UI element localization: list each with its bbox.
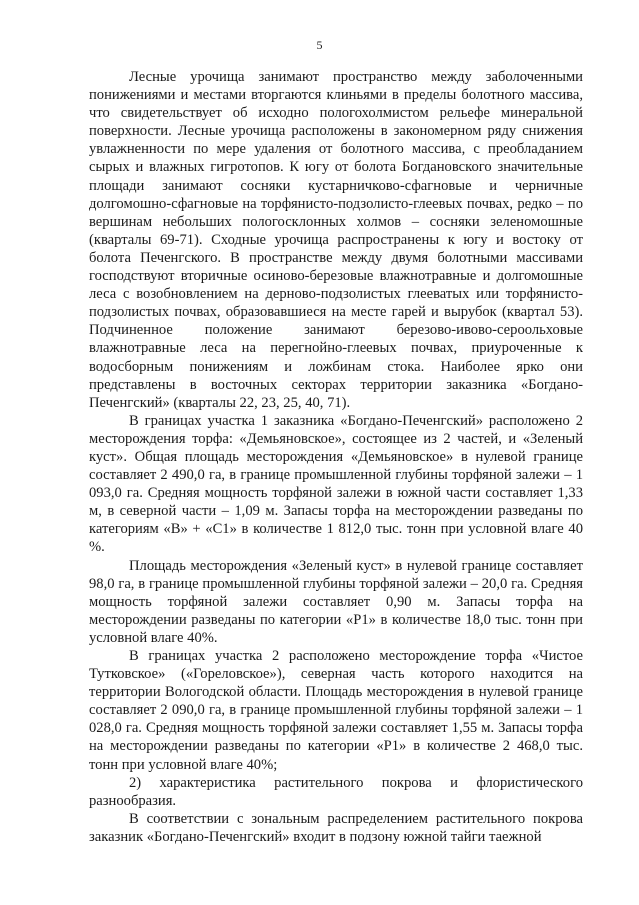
paragraph-forest-tracts: Лесные урочища занимают пространство между заболоченными понижениями и местами вторгаются клиньями в пределы болотного массива, что свидетельствует об исходно пологохолмистом рельефе минеральной поверхности. Лесные урочища расположены в закономерном ряду снижения увлажненности по мере удаления от болотного массива, с преобладанием сырых и влажных гигротопов. К югу от болота Богдановского значительные площади занимают сосняки кустарничково-сфагновые и черничные долгомошно-сфагновые на торфянисто-подзолисто-глеевых почвах, редко – по вершинам небольших пологосклонных холмов – сосняки зеленомошные (кварталы 69-71). Сходные урочища распространены к югу и востоку от болота Печенгского. В пространстве между двумя болотными массивами господствуют вторичные осиново-березовые влажнотравные и долгомошные леса с возобновлением на дерново-подзолистых глееватых или торфянисто-подзолистых почвах, образовавшиеся на месте гарей и вырубок (квартал 53). Подчиненное положение занимают березово-ивово-сероольховые влажнотравные леса на перегнойно-глеевых почвах, приуроченные к водосборным понижениям и ложбинам стока. Наиболее ярко они представлены в восточных секторах территории заказника «Богдано-Печенгский» (кварталы 22, 23, 25, 40, 71). — [89, 69, 583, 411]
paragraph-site-2-peat-deposit: В границах участка 2 расположено месторождение торфа «Чистое Тутковское» («Гореловское»), северная часть которого находится на территории Вологодской области. Площадь месторождения в нулевой границе составляет 2 090,0 га, в границе промышленной глубины торфяной залежи – 1 028,0 га. Средняя мощность торфяной залежи составляет 1,55 м. Запасы торфа на месторождении разведаны по категории «Р1» в количестве 2 468,0 тыс. тонн при условной влаге 40%; — [89, 648, 583, 773]
paragraph-zonal-distribution: В соответствии с зональным распределением растительного покрова заказник «Богдано-Печенгский» входит в подзону южной тайги таежной — [89, 810, 583, 845]
page-number: 5 — [316, 38, 323, 52]
paragraph-vegetation-heading: 2) характеристика растительного покрова и флористического разнообразия. — [89, 774, 583, 809]
document-body — [89, 68, 583, 846]
paragraph-site-1-peat-deposits: В границах участка 1 заказника «Богдано-Печенгский» расположено 2 месторождения торфа: «Демьяновское», состоящее из 2 частей, и «Зеленый куст». Общая площадь месторождения «Демьяновское» в нулевой границе составляет 2 490,0 га, в границе промышленной глубины торфяной залежи – 1 093,0 га. Средняя мощность торфяной залежи в южной части составляет 1,33 м, в северной части – 1,09 м. Запасы торфа на месторождении разведаны по категориям «В» + «С1» в количестве 1 812,0 тыс. тонн при условной влаге 40 %. — [89, 412, 583, 556]
paragraph-zeleny-kust-deposit: Площадь месторождения «Зеленый куст» в нулевой границе составляет 98,0 га, в границе промышленной глубины торфяной залежи – 20,0 га. Средняя мощность торфяной залежи составляет 0,90 м. Запасы торфа на месторождении разведаны по категории «Р1» в количестве 18,0 тыс. тонн при условной влаге 40%. — [89, 557, 583, 646]
